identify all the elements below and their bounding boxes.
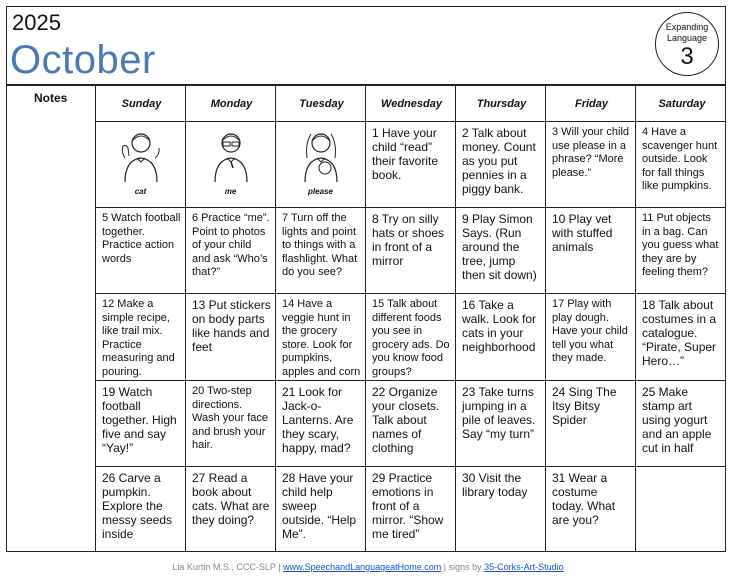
- weekday-header: Saturday: [636, 86, 726, 122]
- day-activity-cell: 6 Practice “me”. Point to photos of your child and ask “Who’s that?”: [186, 208, 276, 294]
- day-activity-cell: 4 Have a scavenger hunt outside. Look for fall things like pumpkins.: [636, 122, 726, 208]
- day-activity-cell: 2 Talk about money. Count as you put pennies in a piggy bank.: [456, 122, 546, 208]
- day-activity-cell: 30 Visit the library today: [456, 467, 546, 552]
- footer-author: Lia Kurtin M.S., CCC-SLP: [172, 562, 276, 572]
- badge-line1: Expanding: [665, 22, 709, 32]
- day-activity-cell: 14 Have a veggie hunt in the grocery store. Look for pumpkins, apples and corn: [276, 294, 366, 381]
- sign-me-icon: [201, 128, 261, 182]
- day-activity-cell: 3 Will your child use please in a phrase? “More please.”: [546, 122, 636, 208]
- day-activity-cell: 5 Watch football together. Practice action words: [96, 208, 186, 294]
- day-activity-cell: 8 Try on silly hats or shoes in front of a mirror: [366, 208, 456, 294]
- day-activity-cell: 21 Look for Jack-o-Lanterns. Are they scary, happy, mad?: [276, 381, 366, 467]
- day-activity-cell: 22 Organize your closets. Talk about names of clothing: [366, 381, 456, 467]
- day-activity-cell: 11 Put objects in a bag. Can you guess what they are by feeling them?: [636, 208, 726, 294]
- day-activity-cell: 17 Play with play dough. Have your child tell you what they made.: [546, 294, 636, 381]
- notes-column: [6, 84, 96, 552]
- day-activity-cell: 19 Watch football together. High five and say “Yay!”: [96, 381, 186, 467]
- weekday-header: Friday: [546, 86, 636, 122]
- day-activity-cell: 10 Play vet with stuffed animals: [546, 208, 636, 294]
- weekday-header: Monday: [186, 86, 276, 122]
- weekday-header: Thursday: [456, 86, 546, 122]
- footer-separator: |: [278, 562, 281, 572]
- day-activity-cell: 25 Make stamp art using yogurt and an apple cut in half: [636, 381, 726, 467]
- day-activity-cell: 24 Sing The Itsy Bitsy Spider: [546, 381, 636, 467]
- day-activity-cell: 29 Practice emotions in front of a mirror. “Show me tired”: [366, 467, 456, 552]
- sign-cat-icon: [111, 128, 171, 182]
- badge-line2: Language: [666, 33, 708, 43]
- footer-website-link[interactable]: www.SpeechandLanguageatHome.com: [283, 562, 442, 572]
- day-activity-cell: 20 Two-step directions. Wash your face and brush your hair.: [186, 381, 276, 467]
- day-activity-cell: 13 Put stickers on body parts like hands and feet: [186, 294, 276, 381]
- badge-number: 3: [680, 43, 694, 70]
- weekday-header: Sunday: [96, 86, 186, 122]
- day-activity-cell: 9 Play Simon Says. (Run around the tree, jump then sit down): [456, 208, 546, 294]
- footer-separator: |: [443, 562, 447, 572]
- day-activity-cell: 23 Take turns jumping in a pile of leaves. Say “my turn”: [456, 381, 546, 467]
- sign-illustration-cell: [96, 122, 186, 208]
- sign-caption: please: [308, 187, 333, 196]
- day-activity-cell: 12 Make a simple recipe, like trail mix. Practice measuring and pouring.: [96, 294, 186, 381]
- footer-signs-by: signs by: [448, 562, 482, 572]
- day-activity-cell: 27 Read a book about cats. What are they doing?: [186, 467, 276, 552]
- footer-credit-link[interactable]: 35-Corks-Art-Studio: [484, 562, 564, 572]
- empty-day-cell: [636, 467, 726, 552]
- day-activity-cell: 7 Turn off the lights and point to things with a flashlight. What do you see?: [276, 208, 366, 294]
- level-badge: [655, 12, 719, 76]
- day-activity-cell: 28 Have your child help sweep outside. “Help Me”.: [276, 467, 366, 552]
- calendar-grid: [96, 86, 726, 552]
- day-activity-cell: 31 Wear a costume today. What are you?: [546, 467, 636, 552]
- day-activity-cell: 16 Take a walk. Look for cats in your neighborhood: [456, 294, 546, 381]
- weekday-header: Tuesday: [276, 86, 366, 122]
- sign-illustration-cell: [186, 122, 276, 208]
- month-title: October: [10, 38, 156, 82]
- notes-label: Notes: [34, 91, 68, 105]
- sign-caption: me: [224, 187, 237, 196]
- footer: [0, 562, 736, 572]
- weekday-header: Wednesday: [366, 86, 456, 122]
- day-activity-cell: 26 Carve a pumpkin. Explore the messy seeds inside: [96, 467, 186, 552]
- day-activity-cell: 15 Talk about different foods you see in grocery ads. Do you know food groups?: [366, 294, 456, 381]
- year-label: 2025: [12, 10, 61, 35]
- sign-please-icon: [291, 128, 351, 182]
- sign-illustration-cell: [276, 122, 366, 208]
- day-activity-cell: 1 Have your child “read” their favorite book.: [366, 122, 456, 208]
- sign-caption: cat: [134, 187, 147, 196]
- day-activity-cell: 18 Talk about costumes in a catalogue. “Pirate, Super Hero…”: [636, 294, 726, 381]
